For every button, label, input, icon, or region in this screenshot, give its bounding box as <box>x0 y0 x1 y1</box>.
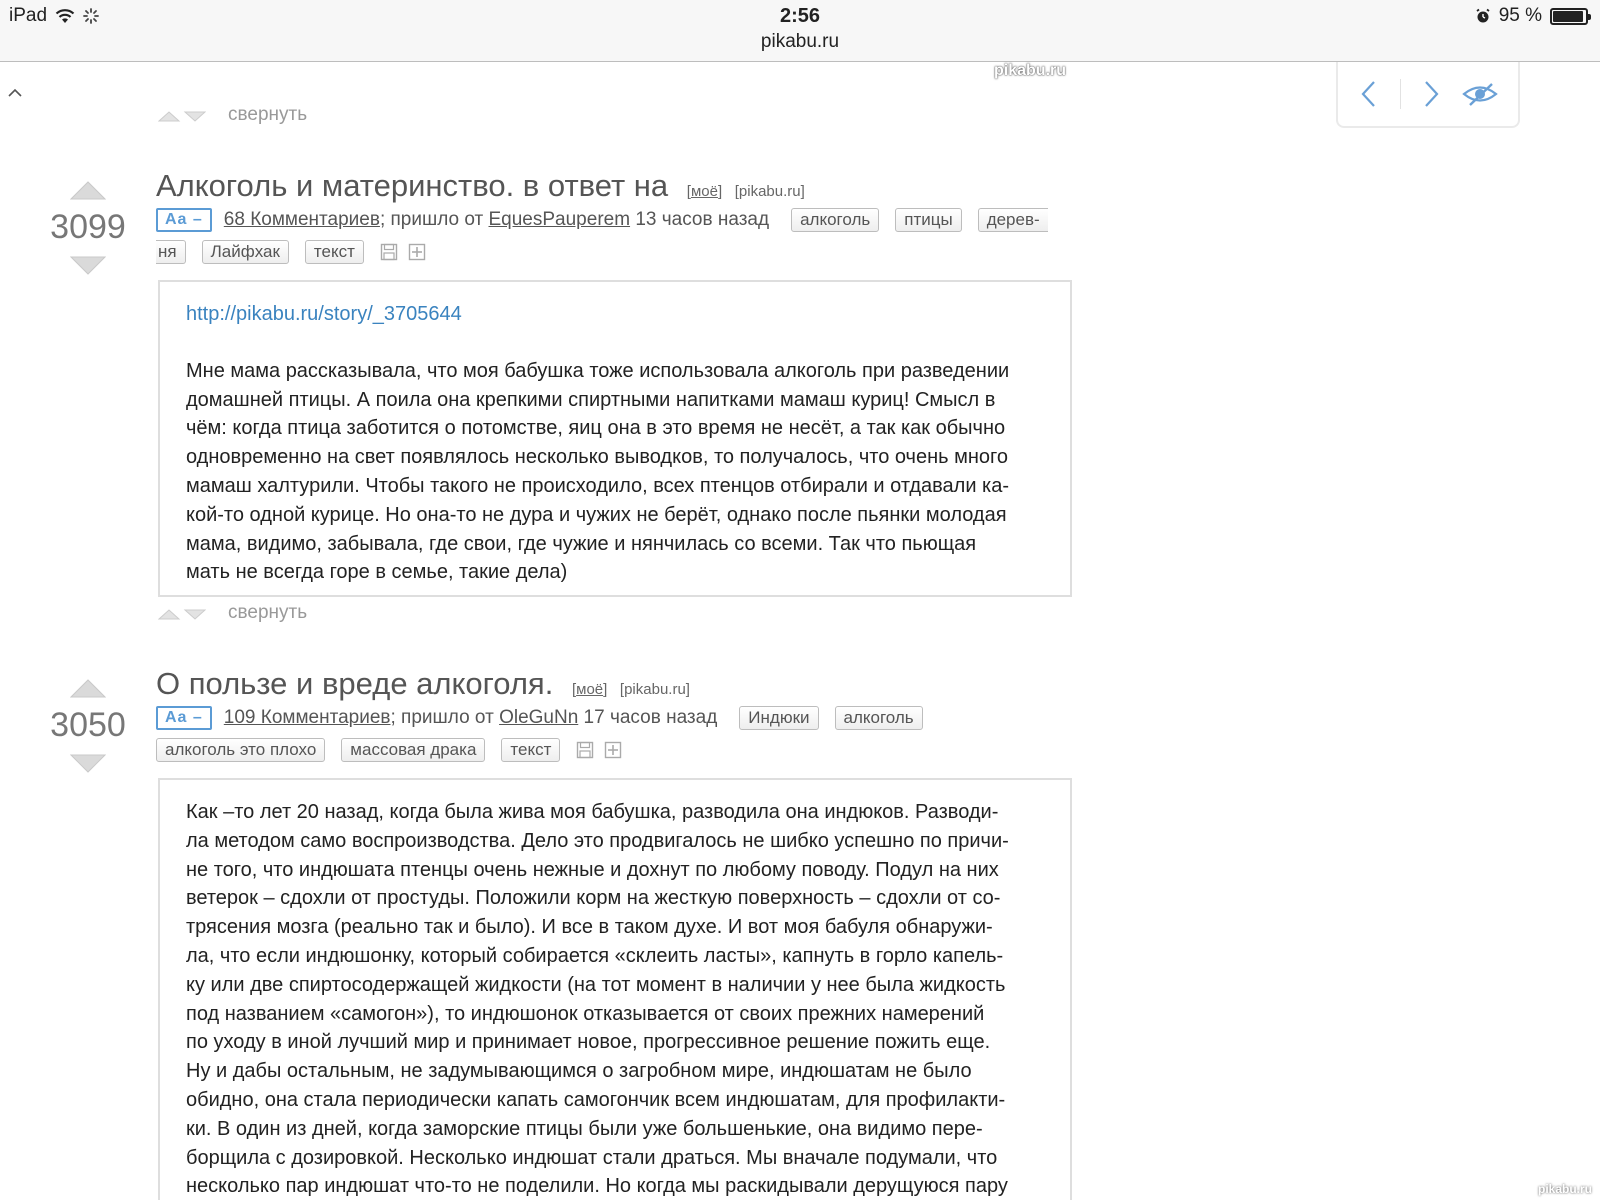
address-bar[interactable]: pikabu.ru <box>760 31 840 52</box>
save-icon[interactable] <box>576 741 594 759</box>
collapse-control <box>158 104 307 126</box>
source-label: [pikabu.ru] <box>619 681 690 698</box>
story-line: чём: когда птица заботится о потомстве, яиц она в это время не несёт, а так как обычно <box>186 417 1006 440</box>
story-line: одновременно на свет появлялось несколько выводков, то получалось, что очень много <box>186 446 1009 469</box>
post-tags-line2 <box>156 738 632 762</box>
upvote-icon[interactable] <box>70 180 106 200</box>
author-link[interactable]: EquesPauperem <box>488 209 631 230</box>
battery-icon <box>1550 8 1588 25</box>
post-tags-line2 <box>156 240 436 264</box>
source-label: [pikabu.ru] <box>734 183 805 200</box>
story-line: по уходу в иной лучший мир и принимает новое, прогрессивное решение пожить еще. <box>186 1031 991 1054</box>
battery-percent: 95 % <box>1498 5 1542 26</box>
time-ago: 17 часов назад <box>583 707 718 728</box>
story-line: Ну и дабы остальным, не задумывающимся о загробном мире, индюшатам не было <box>186 1060 972 1083</box>
downvote-icon[interactable] <box>70 754 106 774</box>
tag[interactable]: алкоголь это плохо <box>156 738 325 762</box>
tag[interactable]: текст <box>501 738 560 762</box>
story-line: обидно, она стала периодически капать самогончик всем индюшатам, для профилакти- <box>186 1088 1006 1111</box>
tag[interactable]: алкоголь <box>835 706 923 730</box>
story-line: под названием «самогон»), то индюшонок отказывается от своих прежних намерений <box>186 1002 985 1025</box>
story-line: не того, что индюшата птенцы очень нежные и дохнут по любому поводу. Подул на них <box>186 858 999 881</box>
mini-upvote-icon[interactable] <box>158 605 206 621</box>
save-icon[interactable] <box>380 243 398 261</box>
collapse-link[interactable]: свернуть <box>228 104 308 125</box>
time-ago: 13 часов назад <box>635 209 770 230</box>
came-from-label: ; пришло от <box>390 707 494 728</box>
clock: 2:56 <box>779 5 821 27</box>
story-line: трясения мозга (реально так и было). И все в таком духе. И вот моя бабуля обнаружи- <box>186 916 993 939</box>
story-line: несколько пар индюшат что-то не поделили. Но когда мы раскидывали дерущуюся пару <box>186 1175 1008 1198</box>
story-line: мама, видимо, забывала, где свои, где чужие и нянчилась со всеми. Так что пьющая <box>186 532 977 555</box>
comments-link[interactable]: 109 Комментариев <box>223 707 391 728</box>
tag[interactable]: Индюки <box>739 706 818 730</box>
tag[interactable]: птицы <box>895 208 961 232</box>
watermark: pikabu.ru <box>1537 1182 1592 1196</box>
story-line: ки. В один из дней, когда заморские птицы были уже большенькие, она видимо пере- <box>186 1117 983 1140</box>
collapse-control <box>158 602 307 624</box>
tag[interactable]: дерев- <box>978 208 1048 232</box>
post-title[interactable] <box>156 168 805 204</box>
tag[interactable]: ня <box>156 240 186 264</box>
story-line: ветерок – сдохли от простуды. Положили корм на жесткую поверхность – сдохли от со- <box>186 887 1001 910</box>
story-nav-panel <box>1336 62 1520 128</box>
add-icon[interactable] <box>604 741 622 759</box>
story-line: мамаш халтурили. Чтобы такого не происходило, всех птенцов отбирали и отдавали ка- <box>186 474 1010 497</box>
post-title[interactable] <box>156 666 690 702</box>
story-line: ла методом само воспроизводства. Дело это продвигалось не шибко успешно по причи- <box>186 829 1009 852</box>
story-link[interactable]: http://pikabu.ru/story/_3705644 <box>186 303 462 325</box>
post-meta <box>156 706 939 730</box>
status-right <box>1475 5 1588 27</box>
add-icon[interactable] <box>408 243 426 261</box>
mine-badge[interactable]: [моё] <box>571 681 608 698</box>
nav-divider <box>1400 79 1401 109</box>
comments-link[interactable]: 68 Комментариев <box>223 209 380 230</box>
story-text <box>186 357 1044 587</box>
chevron-right-icon[interactable] <box>1420 79 1442 109</box>
tag[interactable]: массовая драка <box>341 738 485 762</box>
mine-badge[interactable]: [моё] <box>686 183 723 200</box>
tag[interactable]: алкоголь <box>791 208 879 232</box>
story-line: ла, что если индюшонку, который собирается «склеить ласты», капнуть в горло капель- <box>186 944 1004 967</box>
story-line: кой-то одной курице. Но она-то не дура и чужих не берёт, однако после пьянки молодая <box>186 503 1007 526</box>
post-score: 3050 <box>50 706 126 744</box>
upvote-icon[interactable] <box>70 678 106 698</box>
author-link[interactable]: OleGuNn <box>499 707 579 728</box>
story-content <box>158 778 1072 1200</box>
scroll-up-icon[interactable] <box>6 84 24 102</box>
chevron-left-icon[interactable] <box>1358 79 1380 109</box>
collapse-link[interactable]: свернуть <box>228 602 308 623</box>
story-line: борщила с дозировкой. Несколько индюшат стали драться. Мы вначале подумали, что <box>186 1146 998 1169</box>
story-text <box>186 798 1044 1200</box>
came-from-label: ; пришло от <box>379 209 484 230</box>
story-line: домашней птицы. А поила она крепкими спиртными напитками мамаш куриц! Смысл в <box>186 388 996 411</box>
downvote-icon[interactable] <box>70 256 106 276</box>
device-name: iPad <box>9 5 48 26</box>
watermark: pikabu.ru <box>994 62 1067 79</box>
tag[interactable]: Лайфхак <box>202 240 289 264</box>
status-bar <box>0 0 1600 62</box>
post-title-text[interactable]: Алкоголь и материнство. в ответ на <box>156 168 669 203</box>
font-size-toggle[interactable]: Aa – <box>156 208 212 232</box>
mini-upvote-icon[interactable] <box>158 107 206 123</box>
tag[interactable]: текст <box>305 240 364 264</box>
eye-slash-icon[interactable] <box>1462 81 1498 107</box>
post-title-text[interactable]: О пользе и вреде алкоголя. <box>156 666 554 701</box>
story-line: Мне мама рассказывала, что моя бабушка тоже использовала алкоголь при разведении <box>186 359 1010 382</box>
story-line: мать не всегда горе в семье, такие дела) <box>186 561 568 584</box>
story-line: Как –то лет 20 назад, когда была жива моя бабушка, разводила она индюков. Разводи- <box>186 801 999 823</box>
alarm-icon <box>1475 8 1491 24</box>
post-meta <box>156 208 1064 232</box>
post-score: 3099 <box>50 208 126 246</box>
story-line: ку или две спиртосодержащей жидкости (на тот момент в наличии у нее была жидкость <box>186 973 1006 996</box>
story-content <box>158 280 1072 597</box>
font-size-toggle[interactable]: Aa – <box>156 706 212 730</box>
